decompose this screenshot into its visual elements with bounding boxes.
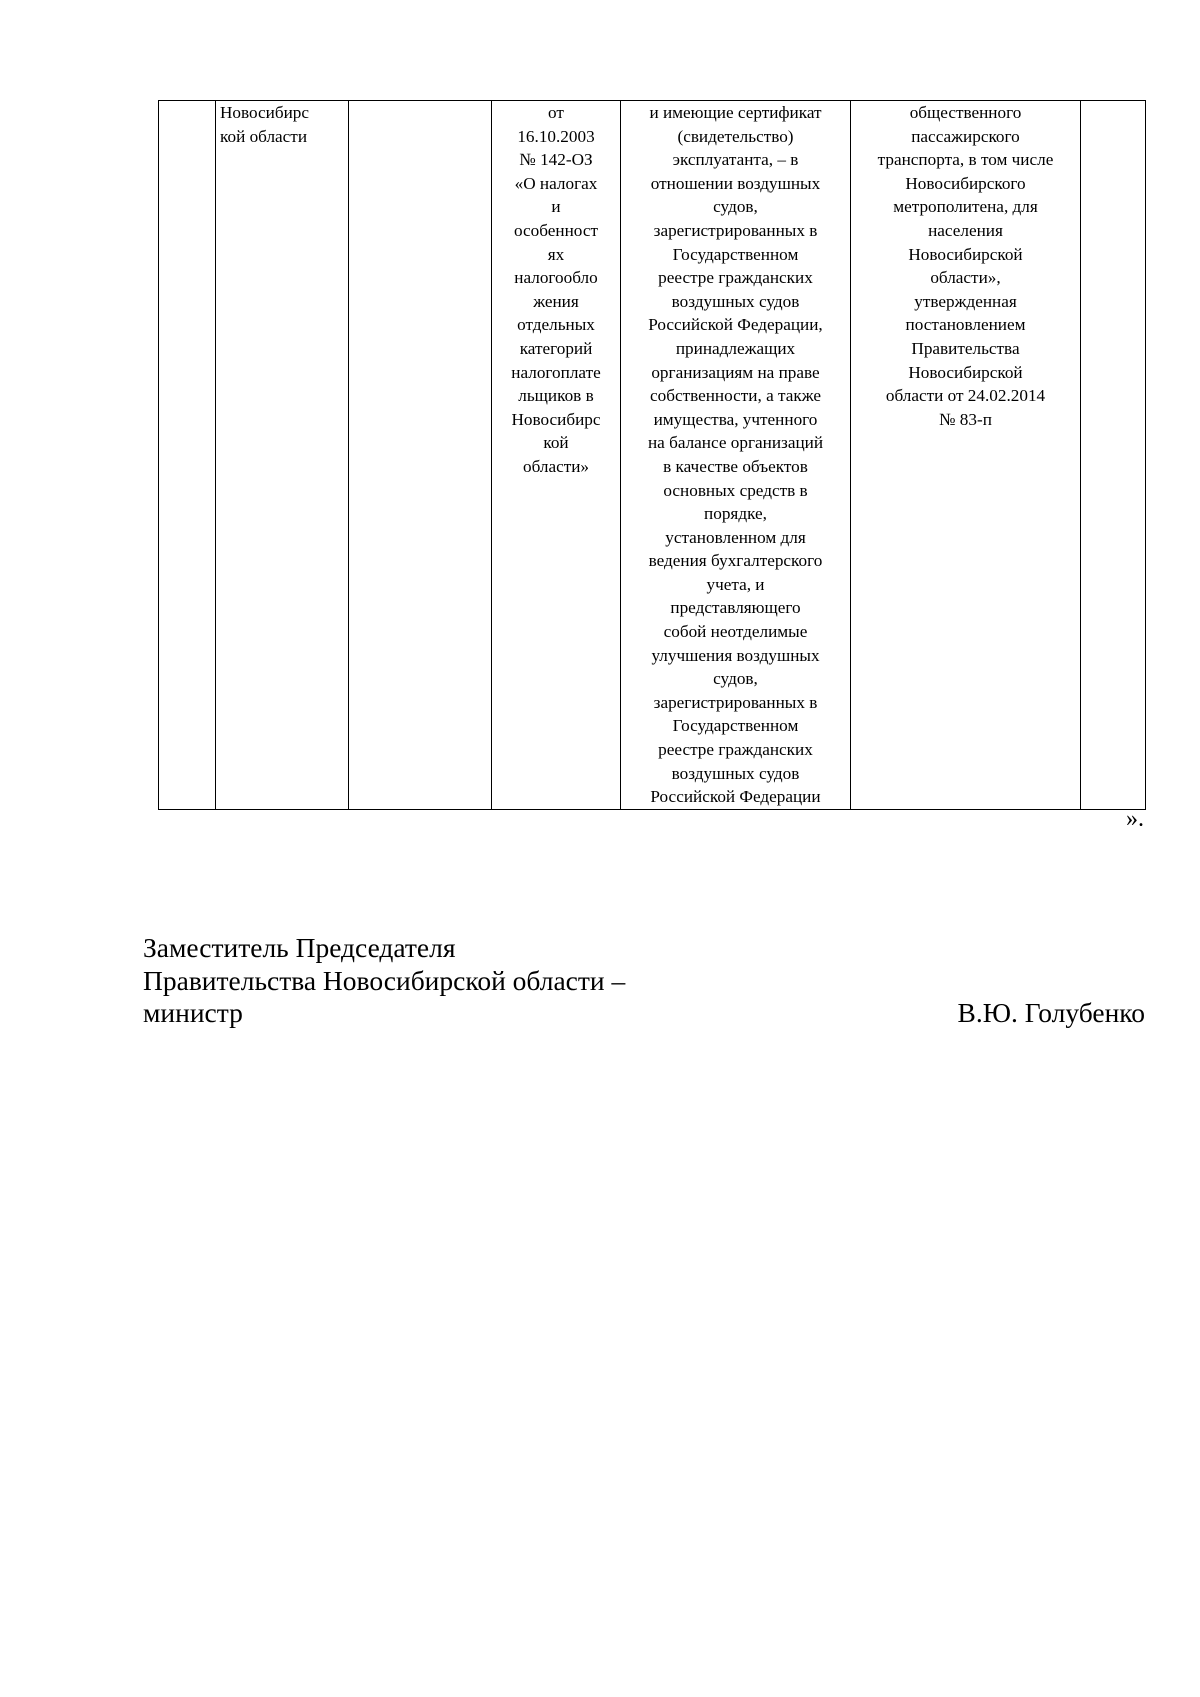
- cell-text-line: Новосибирского: [905, 173, 1026, 193]
- cell-text-line: утвержденная: [914, 291, 1017, 311]
- closing-quote: ».: [1126, 806, 1144, 832]
- cell-text-line: ведения бухгалтерского: [648, 551, 823, 571]
- cell-text-line: Новосибирской: [908, 362, 1023, 382]
- cell-text-line: Новосибирс: [511, 409, 601, 429]
- cell-text-line: области»: [522, 456, 590, 476]
- cell-text-line: принадлежащих: [675, 338, 796, 358]
- cell-text-line: воздушных судов: [671, 763, 800, 783]
- cell-text-line: зарегистрированных в: [653, 220, 818, 240]
- cell-text-line: Новосибирс: [220, 103, 310, 122]
- cell-text-line: (свидетельство): [677, 126, 794, 146]
- cell-text-line: собственности, а также: [649, 386, 821, 406]
- cell-text-line: основных средств в: [663, 480, 808, 500]
- cell-text-line: метрополитена, для: [893, 197, 1038, 217]
- trailing-cell: [1081, 101, 1146, 810]
- cell-text-line: и имеющие сертификат: [649, 103, 822, 122]
- cell-text-line: имущества, учтенного: [653, 409, 818, 429]
- cell-text-line: организациям на праве: [651, 362, 820, 382]
- cell-text-line: отдельных: [517, 315, 595, 335]
- cell-text-line: кой: [543, 433, 569, 453]
- cell-text-line: собой неотделимые: [663, 622, 808, 642]
- cell-text-line: реестре гражданских: [658, 268, 813, 288]
- cell-text-line: судов,: [713, 197, 758, 217]
- cell-text-line: области»,: [930, 268, 1001, 288]
- cell-text-line: Российской Федерации: [650, 787, 821, 807]
- signatory-title-line-2: Правительства Новосибирской области –: [143, 964, 626, 996]
- cell-text-line: пассажирского: [911, 126, 1020, 146]
- cell-text-line: налогоплате: [511, 362, 601, 382]
- empty-cell: [349, 101, 492, 810]
- cell-text-line: кой области: [220, 126, 308, 146]
- cell-text-line: Государственном: [672, 716, 799, 736]
- cell-text-line: Российской Федерации,: [648, 315, 823, 335]
- cell-text-line: отношении воздушных: [650, 173, 821, 193]
- law-reference-cell: [492, 101, 621, 810]
- cell-text-line: на балансе организаций: [647, 433, 824, 453]
- cell-text-line: особенност: [514, 220, 598, 240]
- signature-block: [143, 932, 1145, 1030]
- benefit-conditions-cell: [621, 101, 851, 810]
- cell-text-line: порядке,: [704, 504, 767, 524]
- cell-text-line: и: [551, 197, 561, 217]
- cell-text-line: Новосибирской: [908, 244, 1023, 264]
- cell-text-line: Правительства: [911, 338, 1020, 358]
- signatory-name: В.Ю. Голубенко: [957, 997, 1145, 1028]
- cell-text-line: № 83-п: [939, 409, 992, 429]
- tax-benefits-table: [158, 100, 1146, 810]
- cell-text-line: судов,: [713, 669, 758, 689]
- cell-text-line: в качестве объектов: [663, 456, 808, 476]
- cell-text-line: общественного: [909, 103, 1022, 122]
- cell-text-line: населения: [928, 220, 1003, 240]
- table-row: [159, 101, 1146, 810]
- cell-text-line: жения: [533, 291, 579, 311]
- signatory-title-line-1: Заместитель Председателя: [143, 932, 456, 963]
- cell-text-line: области от 24.02.2014: [885, 386, 1046, 406]
- cell-text-line: реестре гражданских: [658, 740, 813, 760]
- cell-text-line: представляющего: [670, 598, 801, 618]
- cell-text-line: 16.10.2003: [517, 126, 595, 146]
- cell-text-line: улучшения воздушных: [651, 645, 820, 665]
- cell-text-line: постановлением: [905, 315, 1026, 335]
- cell-text-line: установленном для: [665, 527, 806, 547]
- cell-text-line: ях: [547, 244, 565, 264]
- cell-text-line: от: [548, 103, 564, 122]
- cell-text-line: «О налогах: [514, 173, 598, 193]
- cell-text-line: учета, и: [706, 574, 765, 594]
- cell-text-line: Государственном: [672, 244, 799, 264]
- cell-text-line: транспорта, в том числе: [877, 150, 1054, 170]
- cell-text-line: зарегистрированных в: [653, 692, 818, 712]
- signatory-title-line-3: министр: [143, 997, 243, 1028]
- program-reference-cell: [851, 101, 1081, 810]
- cell-text-line: воздушных судов: [671, 291, 800, 311]
- row-number-cell: [159, 101, 216, 810]
- cell-text-line: льщиков в: [518, 386, 594, 406]
- cell-text-line: налогообло: [514, 268, 598, 288]
- region-cell: [216, 101, 349, 810]
- cell-text-line: эксплуатанта, – в: [672, 150, 799, 170]
- cell-text-line: № 142-ОЗ: [519, 150, 593, 170]
- cell-text-line: категорий: [519, 338, 593, 358]
